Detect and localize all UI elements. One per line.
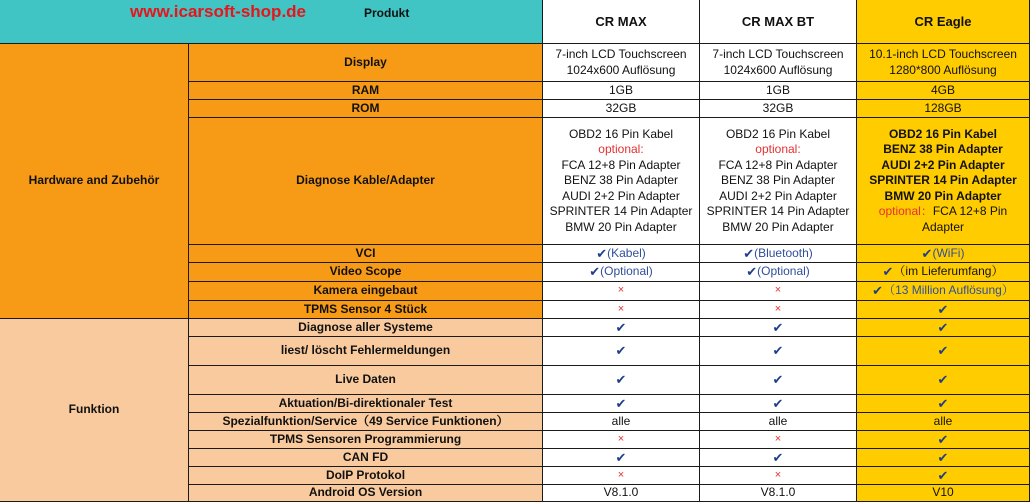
row-label-aktuation: Aktuation/Bi-direktionaler Test: [189, 395, 543, 413]
kable-item: FCA 12+8 Pin Adapter: [718, 157, 838, 172]
cell-android-cr-max-bt: V8.1.0: [700, 485, 857, 502]
optional-label: optional:: [755, 142, 801, 157]
check-icon: ✔: [921, 245, 933, 261]
vci-type: (Kabel): [607, 245, 646, 260]
check-icon: ✔: [882, 264, 894, 280]
cell-akt-cr-max: [543, 395, 700, 413]
row-label-diagnose-kable: Diagnose Kable/Adapter: [189, 118, 543, 245]
check-icon: ✔: [596, 245, 608, 261]
cell-ram-cr-max-bt: 1GB: [700, 82, 857, 100]
check-icon: ✔: [743, 245, 755, 261]
check-icon: ✔: [615, 319, 627, 335]
row-label-spezialfunktion: Spezialfunktion/Service（49 Service Funktionen）: [189, 413, 543, 431]
cell-live-cr-max: [543, 366, 700, 395]
cell-doip-cr-eagle: [857, 467, 1030, 485]
video-scope-note: (Optional): [600, 264, 653, 279]
kable-item: SPRINTER 14 Pin Adapter: [869, 173, 1017, 188]
cell-ram-cr-max: 1GB: [543, 82, 700, 100]
kable-item: AUDI 2+2 Pin Adapter: [562, 188, 680, 203]
cell-vci-cr-eagle: [857, 245, 1030, 263]
check-icon: ✔: [772, 372, 784, 388]
cell-display-cr-max-bt: [700, 44, 857, 82]
kable-item: BMW 20 Pin Adapter: [722, 219, 834, 234]
cell-diag-sys-cr-max-bt: [700, 319, 857, 337]
check-icon: ✔: [772, 343, 784, 359]
cell-kable-cr-eagle: [857, 118, 1030, 245]
cell-display-cr-eagle: [857, 44, 1030, 82]
cell-akt-cr-max-bt: [700, 395, 857, 413]
cell-rom-cr-max-bt: 32GB: [700, 100, 857, 118]
display-resolution: 1024x600 Auflösung: [723, 62, 833, 77]
cell-kable-cr-max: [543, 118, 700, 245]
cell-video-cr-eagle: [857, 263, 1030, 282]
row-label-vci: VCI: [189, 245, 543, 263]
cell-ram-cr-eagle: 4GB: [857, 82, 1030, 100]
cross-icon: ×: [774, 432, 782, 445]
cell-spezial-cr-max-bt: alle: [700, 413, 857, 431]
row-label-doip: DoIP Protokol: [189, 467, 543, 485]
check-icon: ✔: [589, 264, 601, 280]
vci-type: (Bluetooth): [754, 245, 813, 260]
cross-icon: ×: [617, 432, 625, 445]
cell-video-cr-max-bt: [700, 263, 857, 282]
video-scope-note: (Optional): [757, 264, 810, 279]
check-icon: ✔: [746, 264, 758, 280]
cell-doip-cr-max: [543, 467, 700, 485]
row-label-rom: ROM: [189, 100, 543, 118]
row-label-live-daten: Live Daten: [189, 366, 543, 395]
kable-item: Adapter: [921, 219, 965, 234]
cross-icon: ×: [774, 468, 782, 481]
cell-android-cr-max: V8.1.0: [543, 485, 700, 502]
check-icon: ✔: [937, 372, 949, 388]
cell-tpms-sensor-cr-max-bt: [700, 301, 857, 319]
row-label-can-fd: CAN FD: [189, 449, 543, 467]
check-icon: ✔: [615, 343, 627, 359]
header-cr-eagle: CR Eagle: [857, 0, 1030, 44]
cell-akt-cr-eagle: [857, 395, 1030, 413]
cell-tpms-prog-cr-max: [543, 431, 700, 449]
cell-kamera-cr-max-bt: [700, 282, 857, 301]
cross-icon: ×: [774, 302, 782, 315]
cell-diag-sys-cr-max: [543, 319, 700, 337]
cross-icon: ×: [617, 468, 625, 481]
check-icon: ✔: [772, 395, 784, 411]
cell-diag-sys-cr-eagle: [857, 319, 1030, 337]
check-icon: ✔: [937, 343, 949, 359]
cell-canfd-cr-eagle: [857, 449, 1030, 467]
cell-fehler-cr-max-bt: [700, 337, 857, 366]
kamera-note: （13 Million Auflösung）: [883, 283, 1014, 298]
display-resolution: 1024x600 Auflösung: [566, 62, 676, 77]
check-icon: ✔: [615, 449, 627, 465]
check-icon: ✔: [772, 449, 784, 465]
check-icon: ✔: [872, 283, 884, 299]
kable-optional-line: [879, 204, 1007, 220]
kable-item: BMW 20 Pin Adapter: [565, 219, 677, 234]
kable-item: BMW 20 Pin Adapter: [884, 188, 1002, 203]
cell-tpms-sensor-cr-eagle: [857, 301, 1030, 319]
product-label: Produkt: [364, 6, 410, 20]
cell-fehler-cr-max: [543, 337, 700, 366]
display-resolution: 1280*800 Auflösung: [889, 62, 997, 77]
cell-tpms-prog-cr-eagle: [857, 431, 1030, 449]
check-icon: ✔: [615, 372, 627, 388]
cell-spezial-cr-eagle: alle: [857, 413, 1030, 431]
row-label-ram: RAM: [189, 82, 543, 100]
optional-label: optional：: [878, 204, 933, 219]
cell-rom-cr-eagle: 128GB: [857, 100, 1030, 118]
display-size: 10.1-inch LCD Touchscreen: [869, 47, 1017, 61]
kable-item: OBD2 16 Pin Kabel: [725, 126, 831, 141]
row-label-tpms-sensor: TPMS Sensor 4 Stück: [189, 301, 543, 319]
row-label-android: Android OS Version: [189, 485, 543, 502]
cell-kamera-cr-max: [543, 282, 700, 301]
cross-icon: ×: [774, 284, 782, 297]
cell-tpms-sensor-cr-max: [543, 301, 700, 319]
cell-canfd-cr-max-bt: [700, 449, 857, 467]
cell-video-cr-max: [543, 263, 700, 282]
check-icon: ✔: [937, 467, 949, 483]
cell-spezial-cr-max: alle: [543, 413, 700, 431]
kable-item: AUDI 2+2 Pin Adapter: [881, 157, 1005, 172]
check-icon: ✔: [937, 395, 949, 411]
cell-live-cr-max-bt: [700, 366, 857, 395]
cell-live-cr-eagle: [857, 366, 1030, 395]
optional-label: optional:: [598, 142, 644, 157]
cell-display-cr-max: [543, 44, 700, 82]
check-icon: ✔: [937, 319, 949, 335]
cell-tpms-prog-cr-max-bt: [700, 431, 857, 449]
vci-type: (WiFi): [932, 245, 965, 260]
kable-item: FCA 12+8 Pin: [932, 204, 1008, 219]
kable-item: SPRINTER 14 Pin Adapter: [549, 204, 693, 219]
cell-rom-cr-max: 32GB: [543, 100, 700, 118]
cell-doip-cr-max-bt: [700, 467, 857, 485]
check-icon: ✔: [937, 301, 949, 317]
display-size: 7-inch LCD Touchscreen: [555, 47, 687, 61]
row-label-display: Display: [189, 44, 543, 82]
display-size: 7-inch LCD Touchscreen: [712, 47, 844, 61]
cell-kamera-cr-eagle: [857, 282, 1030, 301]
cross-icon: ×: [617, 284, 625, 297]
kable-item: OBD2 16 Pin Kabel: [568, 126, 674, 141]
kable-item: BENZ 38 Pin Adapter: [563, 173, 679, 188]
cell-kable-cr-max-bt: [700, 118, 857, 245]
kable-item: BENZ 38 Pin Adapter: [720, 173, 836, 188]
check-icon: ✔: [937, 449, 949, 465]
cell-vci-cr-max-bt: [700, 245, 857, 263]
row-label-kamera: Kamera eingebaut: [189, 282, 543, 301]
cell-fehler-cr-eagle: [857, 337, 1030, 366]
row-label-fehlermeldungen: liest/ löscht Fehlermeldungen: [189, 337, 543, 366]
kable-item: BENZ 38 Pin Adapter: [883, 142, 1003, 157]
check-icon: ✔: [937, 431, 949, 447]
check-icon: ✔: [615, 395, 627, 411]
kable-item: FCA 12+8 Pin Adapter: [561, 157, 681, 172]
header-cr-max-bt: CR MAX BT: [700, 0, 857, 44]
check-icon: ✔: [772, 319, 784, 335]
row-label-diagnose-systeme: Diagnose aller Systeme: [189, 319, 543, 337]
kable-item: AUDI 2+2 Pin Adapter: [719, 188, 837, 203]
section-function: Funktion: [0, 319, 189, 502]
cell-android-cr-eagle: V10: [857, 485, 1030, 502]
website-url[interactable]: www.icarsoft-shop.de: [130, 2, 307, 21]
cross-icon: ×: [617, 302, 625, 315]
video-scope-note: （im Lieferumfang）: [893, 264, 1004, 279]
section-hardware: Hardware and Zubehör: [0, 44, 189, 319]
row-label-tpms-prog: TPMS Sensoren Programmierung: [189, 431, 543, 449]
cell-canfd-cr-max: [543, 449, 700, 467]
header-cr-max: CR MAX: [543, 0, 700, 44]
row-label-video-scope: Video Scope: [189, 263, 543, 282]
kable-item: SPRINTER 14 Pin Adapter: [706, 204, 850, 219]
kable-item: OBD2 16 Pin Kabel: [888, 126, 998, 141]
cell-vci-cr-max: [543, 245, 700, 263]
